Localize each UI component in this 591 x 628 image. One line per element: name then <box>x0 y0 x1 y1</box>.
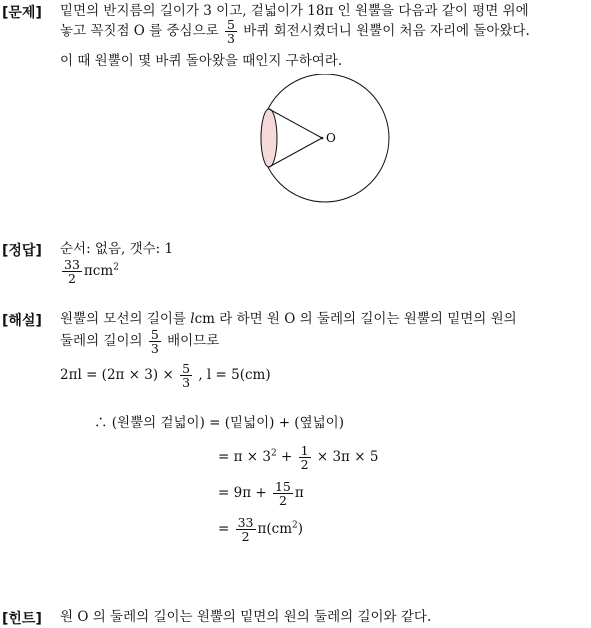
step-3-exp: 2 <box>292 520 298 531</box>
step-3-pre: = <box>218 521 230 537</box>
explanation-line-2-den: 3 <box>150 341 159 356</box>
equation-1 <box>60 362 271 389</box>
problem-line-1: 밑면의 반지름의 길이가 3 이고, 겉넓이가 18π 인 원뿔을 다음과 같이 평면 위에 <box>60 3 529 19</box>
hint-text: 원 O 의 둘레의 길이는 원뿔의 밑면의 원의 둘레의 길이와 같다. <box>60 609 432 625</box>
problem-fraction-den: 3 <box>226 31 235 46</box>
answer-fraction-den: 2 <box>67 271 76 286</box>
explanation-line-2-pre: 둘레의 길이의 <box>60 333 143 349</box>
vertex-label: O <box>326 131 336 145</box>
step-3-num: 33 <box>237 515 254 530</box>
explanation-line-2-post: 배이므로 <box>167 333 220 349</box>
answer-line-1: 순서: 없음, 갯수: 1 <box>60 241 174 257</box>
explanation-line-1-post: cm 라 하면 원 O 의 둘레의 길이는 원뿔의 밑면의 원의 <box>194 311 517 327</box>
step-1-mid: + <box>276 449 293 465</box>
problem-line-2 <box>60 18 530 45</box>
step-1-exp: 2 <box>270 448 277 459</box>
step-1 <box>218 444 378 471</box>
equation-1-den: 3 <box>182 375 191 390</box>
answer-unit: πcm <box>83 263 114 279</box>
answer-fraction <box>62 258 82 285</box>
step-2-fraction <box>273 480 293 507</box>
step-1-num: 1 <box>300 443 309 458</box>
equation-1-num: 5 <box>182 361 191 376</box>
problem-fraction <box>225 18 237 45</box>
step-2-post: π <box>294 485 304 501</box>
therefore-line: ∴ (원뿔의 겉넓이) = (밑넓이) + (옆넓이) <box>94 415 344 431</box>
step-2-den: 2 <box>278 493 287 508</box>
cone-figure <box>250 74 400 208</box>
rolling-circle <box>261 74 389 202</box>
vertex-point <box>321 137 324 140</box>
problem-fraction-num: 5 <box>226 17 235 32</box>
cone-base-ellipse <box>261 109 277 167</box>
equation-1-pre: 2πl = (2π × 3) × <box>60 367 174 383</box>
step-1-den: 2 <box>300 457 309 472</box>
answer-value <box>60 258 119 285</box>
equation-1-post: , l = 5(cm) <box>198 367 271 383</box>
step-3-den: 2 <box>241 529 250 544</box>
step-1-pre: = π × 3 <box>218 449 271 465</box>
step-1-fraction <box>299 444 311 471</box>
problem-line-3: 이 때 원뿔이 몇 바퀴 돌아왔을 때인지 구하여라. <box>60 53 343 69</box>
answer-unit-exp: 2 <box>113 262 119 273</box>
equation-1-fraction <box>180 362 192 389</box>
step-1-post: × 3π × 5 <box>316 449 379 465</box>
problem-tag: [문제] <box>2 5 42 21</box>
step-3-post: π(cm <box>257 521 293 537</box>
step-3 <box>218 516 303 543</box>
explanation-line-1-pre: 원뿔의 모선의 길이를 <box>60 311 186 327</box>
step-2 <box>218 480 304 507</box>
step-2-num: 15 <box>274 479 291 494</box>
step-3-end: ) <box>297 521 304 537</box>
problem-line-2-pre: 놓고 꼭짓점 O 를 중심으로 <box>60 23 219 39</box>
hint-tag: [힌트] <box>2 611 42 627</box>
step-3-fraction <box>236 516 256 543</box>
explanation-line-2-fraction <box>149 328 161 355</box>
explanation-tag: [해설] <box>2 313 42 329</box>
explanation-line-1 <box>60 310 517 328</box>
explanation-line-2-num: 5 <box>150 327 159 342</box>
step-2-pre: = 9π + <box>218 485 267 501</box>
problem-line-2-post: 바퀴 회전시켰더니 원뿔이 처음 자리에 돌아왔다. <box>243 23 530 39</box>
explanation-var-l: l <box>190 311 195 327</box>
explanation-line-2 <box>60 328 219 355</box>
answer-fraction-num: 33 <box>64 257 80 272</box>
answer-tag: [정답] <box>2 243 42 259</box>
